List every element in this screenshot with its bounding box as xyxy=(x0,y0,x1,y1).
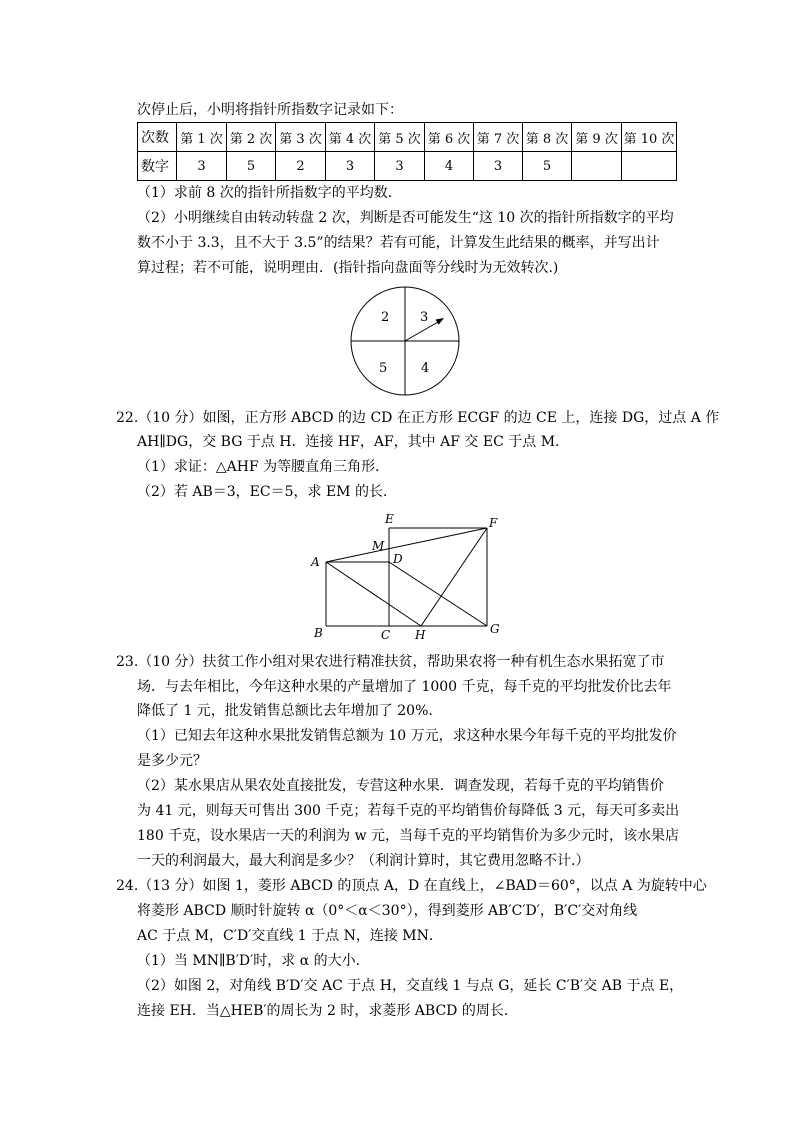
q23-line-4: （1）已知去年这种水果批发销售总额为 10 万元，求这种水果今年每千克的平均批发价 xyxy=(137,728,677,744)
segment-dg xyxy=(389,562,487,626)
spinner-pointer-arrowhead xyxy=(436,318,444,325)
sector-label-bottom-left: 5 xyxy=(379,361,388,376)
header-cell: 第 1 次 xyxy=(177,123,227,152)
header-cell: 第 2 次 xyxy=(227,123,276,152)
q23-line-3: 降低了 1 元，批发销售总额比去年增加了 20%． xyxy=(137,703,443,719)
header-cell: 第 7 次 xyxy=(474,123,523,152)
q21-intro: 次停止后，小明将指针所指数字记录如下： xyxy=(137,102,403,118)
segment-af xyxy=(326,528,487,562)
segment-hf xyxy=(421,528,487,626)
value-cell: 3 xyxy=(177,152,227,181)
q23-line-5: 是多少元？ xyxy=(137,753,207,769)
segment-ah xyxy=(326,562,421,626)
point-label-f: F xyxy=(489,516,498,530)
header-cell: 第 3 次 xyxy=(276,123,326,152)
q21-line-3: 数不小于 3.3，且不大于 3.5”的结果？若有可能，计算发生此结果的概率，并写出计 xyxy=(137,235,660,251)
q23-line-1: 23.（10 分）扶贫工作小组对果农进行精准扶贫，帮助果农将一种有机生态水果拓宽了市 xyxy=(116,654,665,670)
q21-line-4: 算过程；若不可能，说明理由．(指针指向盘面等分线时为无效转次.) xyxy=(137,260,559,276)
header-cell: 第 8 次 xyxy=(523,123,572,152)
sector-label-top-left: 2 xyxy=(381,310,390,325)
q23-line-7: 为 41 元，则每天可售出 300 千克；若每千克的平均销售价每降低 3 元，每天可多卖出 xyxy=(137,803,680,819)
point-label-a: A xyxy=(311,555,320,569)
point-label-c: C xyxy=(381,628,391,642)
q24-line-4: （1）当 MN∥B′D′时，求 α 的大小． xyxy=(137,953,370,969)
q22-line-1: 22.（10 分）如图，正方形 ABCD 的边 CD 在正方形 ECGF 的边 CE 上，连接 DG，过点 A 作 xyxy=(116,410,720,426)
q22-line-2: AH∥DG，交 BG 于点 H．连接 HF，AF，其中 AF 交 EC 于点 M． xyxy=(137,434,570,450)
q24-line-5: （2）如图 2，对角线 B′D′交 AC 于点 H，交直线 1 与点 G，延长 C′B′交 AB 于点 E， xyxy=(137,978,684,994)
q23-line-2: 场．与去年相比，今年这种水果的产量增加了 1000 千克，每千克的平均批发价比去年 xyxy=(137,679,672,695)
q24-line-6: 连接 EH．当△HEB′的周长为 2 时，求菱形 ABCD 的周长． xyxy=(137,1003,518,1019)
value-cell: 5 xyxy=(227,152,276,181)
point-label-h: H xyxy=(415,628,426,642)
q23-line-9: 一天的利润最大，最大利润是多少？（利润计算时，其它费用忽略不计.） xyxy=(137,853,590,869)
point-label-e: E xyxy=(385,512,394,526)
point-label-d: D xyxy=(393,552,403,566)
q24-line-3: AC 于点 M，C′D′交直线 1 于点 N，连接 MN． xyxy=(137,928,443,944)
q22-line-3: （1）求证：△AHF 为等腰直角三角形． xyxy=(137,459,390,475)
row-label-times: 次数 xyxy=(138,123,177,152)
q21-line-2: （2）小明继续自由转动转盘 2 次，判断是否可能发生“这 10 次的指针所指数字的平均 xyxy=(137,210,674,226)
value-cell xyxy=(572,152,622,181)
record-table xyxy=(137,122,677,181)
point-label-b: B xyxy=(314,626,323,640)
table-row-values xyxy=(138,152,677,181)
value-cell: 5 xyxy=(523,152,572,181)
table-row-header xyxy=(138,123,677,152)
point-label-m: M xyxy=(372,539,385,553)
row-label-number: 数字 xyxy=(138,152,177,181)
value-cell xyxy=(622,152,677,181)
header-cell: 第 4 次 xyxy=(326,123,375,152)
point-label-g: G xyxy=(490,622,500,636)
squares-figure xyxy=(300,505,510,645)
sector-label-bottom-right: 4 xyxy=(421,361,430,376)
q23-line-6: （2）某水果店从果农处直接批发，专营这种水果．调查发现，若每千克的平均销售价 xyxy=(137,778,664,794)
value-cell: 4 xyxy=(425,152,474,181)
q24-line-2: 将菱形 ABCD 顺时针旋转 α（0°＜α＜30°），得到菱形 AB′C′D′，B′C′交对角线 xyxy=(137,903,638,919)
header-cell: 第 6 次 xyxy=(425,123,474,152)
value-cell: 2 xyxy=(276,152,326,181)
header-cell: 第 5 次 xyxy=(375,123,425,152)
q23-line-8: 180 千克，设水果店一天的利润为 w 元，当每千克的平均销售价为多少元时，该水果店 xyxy=(137,828,680,844)
q21-line-1: （1）求前 8 次的指针所指数字的平均数． xyxy=(137,185,402,201)
value-cell: 3 xyxy=(326,152,375,181)
q24-line-1: 24.（13 分）如图 1，菱形 ABCD 的顶点 A，D 在直线上，∠BAD＝60°，以点 A 为旋转中心 xyxy=(116,878,707,894)
header-cell: 第 9 次 xyxy=(572,123,622,152)
value-cell: 3 xyxy=(375,152,425,181)
sector-label-top-right: 3 xyxy=(420,310,429,325)
spinner-figure xyxy=(345,281,465,401)
q22-line-4: （2）若 AB＝3，EC＝5，求 EM 的长． xyxy=(137,484,397,500)
header-cell: 第 10 次 xyxy=(622,123,677,152)
value-cell: 3 xyxy=(474,152,523,181)
